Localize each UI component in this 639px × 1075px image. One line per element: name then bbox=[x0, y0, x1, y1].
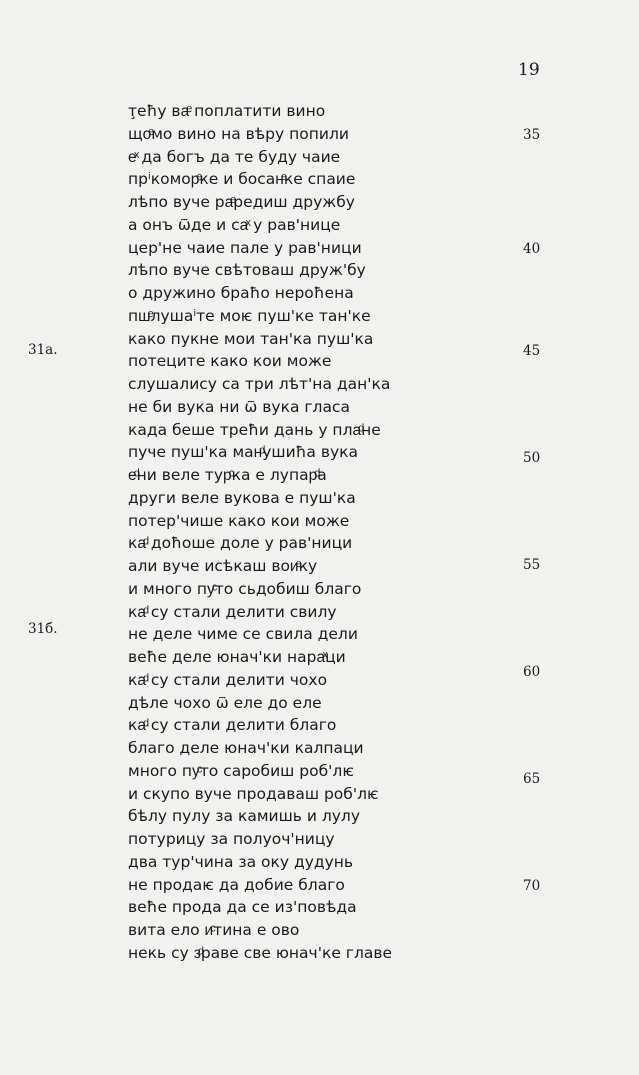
line-number: 50 bbox=[523, 450, 541, 466]
verse-line: како пукне мои тан'ка пуш'ка bbox=[128, 329, 374, 348]
verse-line: пуче пуш'ка манͩушиħа вука bbox=[128, 443, 359, 462]
verse-line: када беше треħи дань у плаͩне bbox=[128, 420, 381, 439]
verse-line: пшͤлушаⁱте моѥ пуш'ке тан'ке bbox=[128, 306, 371, 325]
verse-line: а онъ ѿде и саͯ у рав'нице bbox=[128, 215, 341, 234]
verse-line: други веле вукова е пуш'ка bbox=[128, 488, 356, 507]
verse-line: али вуче исѣкаш воиͤку bbox=[128, 557, 318, 575]
verse-line: много пуͨто саробиш роб'лѥ bbox=[128, 761, 354, 780]
verse-line: бѣлу пулу за камишь и лулу bbox=[128, 807, 360, 826]
verse-line: и скупо вуче продаваш роб'лѥ bbox=[128, 784, 379, 803]
verse-line: некь су зͩраве све юнач'ке главе bbox=[128, 943, 393, 962]
verse-line: дѣле чохо ѿ еле до еле bbox=[128, 693, 322, 712]
verse-line: щоͤмо вино на вѣру попили bbox=[128, 124, 349, 143]
verse-line: веħе прода да се из'повѣда bbox=[128, 898, 357, 917]
page-number: 19 bbox=[518, 60, 540, 80]
verse-line: о дружино браħо нероħена bbox=[128, 284, 354, 302]
verse-line: и много пуͨто сьдобиш благо bbox=[128, 579, 362, 598]
verse-line: потурицу за полуоч'ницу bbox=[128, 830, 335, 848]
line-number: 70 bbox=[523, 878, 541, 894]
line-number: 35 bbox=[523, 127, 541, 143]
verse-line: веħе деле юнач'ки нараͯци bbox=[128, 648, 346, 666]
line-number: 40 bbox=[523, 241, 541, 257]
line-number: 65 bbox=[523, 771, 541, 787]
verse-line: не би вука ни ѿ вука гласа bbox=[128, 397, 350, 416]
verse-line: потеците како кои може bbox=[128, 352, 332, 371]
folio-marker: 31б. bbox=[28, 621, 58, 637]
verse-line: т̧еħу ваͤ поплатити вино bbox=[128, 102, 326, 120]
verse-line: не продаѥ да добие благо bbox=[128, 875, 345, 894]
folio-marker: 31a. bbox=[28, 342, 58, 358]
verse-line: лѣпо вуче свѣтоваш друж'бу bbox=[128, 261, 366, 280]
verse-line: еͩни веле турͨка е лупарͩа bbox=[128, 466, 327, 484]
verse-line: лѣпо вуче раͤредиш дружбу bbox=[128, 193, 355, 211]
verse-line: два тур'чина за оку дудунь bbox=[128, 852, 354, 871]
verse-line: каͩ доħоше доле у рав'ници bbox=[128, 534, 353, 553]
verse-line: слушалису са три лѣт'на дан'ка bbox=[128, 375, 391, 393]
verse-line: благо деле юнач'ки калпаци bbox=[128, 739, 364, 757]
verse-column bbox=[128, 100, 428, 965]
verse-line: потер'чише како кои може bbox=[128, 511, 350, 530]
line-number: 55 bbox=[523, 557, 541, 573]
verse-line: прⁱкоморͤке и босанͤке спаие bbox=[128, 170, 356, 189]
verse-line: еͯ да богъ да те буду чаие bbox=[128, 147, 341, 166]
verse-line: вита ело иͨтина е ово bbox=[128, 921, 300, 939]
line-number: 45 bbox=[523, 343, 541, 359]
verse-line: каͩ су стали делити свилу bbox=[128, 602, 337, 621]
verse-line: цер'не чаие пале у рав'ници bbox=[128, 238, 362, 257]
line-number: 60 bbox=[523, 664, 541, 680]
verse-line: не деле чиме се свила дели bbox=[128, 625, 358, 644]
verse-line: каͩ су стали делити благо bbox=[128, 716, 337, 735]
verse-line: каͩ су стали делити чохо bbox=[128, 670, 328, 689]
